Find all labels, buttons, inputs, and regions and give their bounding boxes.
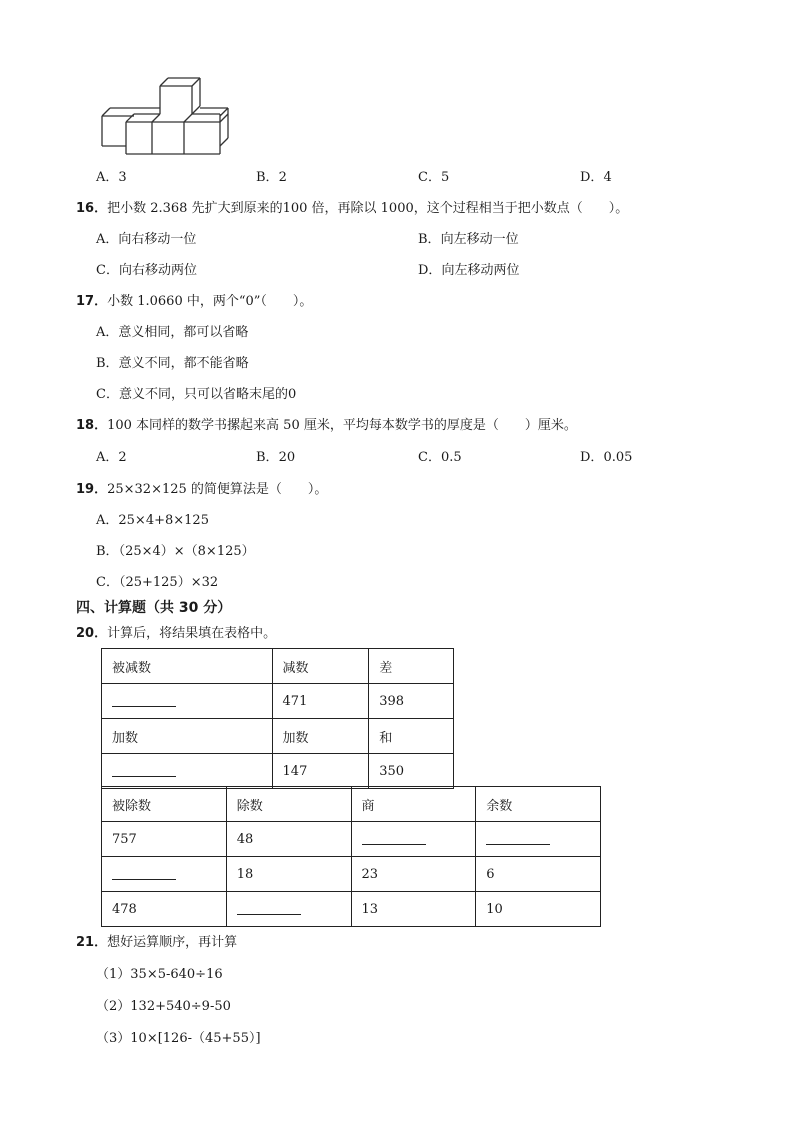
- q18-option-c[interactable]: C．0.5: [418, 450, 462, 465]
- table-row: [102, 787, 601, 822]
- table-row: [102, 857, 601, 892]
- q18-option-d[interactable]: D．0.05: [580, 450, 633, 465]
- cube-figure: [96, 74, 236, 158]
- q16-option-c[interactable]: C．向右移动两位: [96, 263, 197, 278]
- table-cell: 23: [351, 857, 476, 892]
- answer-blank[interactable]: [112, 869, 176, 880]
- answer-blank[interactable]: [486, 834, 550, 845]
- question-number: 19．: [76, 482, 108, 497]
- table-cell: 加数: [272, 719, 369, 754]
- table-cell: 加数: [102, 719, 273, 754]
- q15-option-c[interactable]: C．5: [418, 170, 450, 185]
- q17-option-a[interactable]: A．意义相同，都可以省略: [96, 325, 249, 340]
- question-21: [76, 931, 237, 950]
- answer-blank[interactable]: [112, 766, 176, 777]
- table-cell: 减数: [272, 649, 369, 684]
- question-number: 16．: [76, 201, 108, 216]
- table-cell: 差: [369, 649, 454, 684]
- q15-option-d[interactable]: D．4: [580, 170, 612, 185]
- table-cell: 398: [369, 684, 454, 719]
- q16-option-b[interactable]: B．向左移动一位: [418, 232, 519, 247]
- q15-option-a[interactable]: A．3: [96, 170, 127, 185]
- answer-blank-cell[interactable]: [226, 892, 351, 927]
- answer-blank[interactable]: [112, 696, 176, 707]
- question-number: 20．: [76, 626, 108, 641]
- subtraction-addition-table: [101, 648, 454, 789]
- answer-blank-cell[interactable]: [351, 822, 476, 857]
- table-cell: 6: [476, 857, 601, 892]
- q15-option-b[interactable]: B．2: [256, 170, 287, 185]
- cube-top: [160, 78, 200, 114]
- table-cell: 478: [102, 892, 227, 927]
- table-cell: 147: [272, 754, 369, 789]
- table-cell: 48: [226, 822, 351, 857]
- cube-front-row: [126, 106, 228, 154]
- q21-item-2: （2）132+540÷9-50: [96, 999, 231, 1014]
- question-stem: 想好运算顺序，再计算: [107, 935, 238, 950]
- answer-blank[interactable]: [237, 904, 301, 915]
- question-number: 18．: [76, 418, 108, 433]
- answer-blank-cell[interactable]: [102, 684, 273, 719]
- q19-option-c[interactable]: C．（25+125）×32: [96, 575, 219, 590]
- question-stem: 把小数 2.368 先扩大到原来的100 倍，再除以 1000，这个过程相当于把小数点（ ）。: [107, 201, 629, 216]
- answer-blank[interactable]: [362, 834, 426, 845]
- q16-option-d[interactable]: D．向左移动两位: [418, 263, 520, 278]
- section-heading: 四、计算题（共 30 分）: [76, 600, 232, 616]
- table-cell: 除数: [226, 787, 351, 822]
- table-row: [102, 684, 454, 719]
- answer-blank-cell[interactable]: [476, 822, 601, 857]
- q21-item-1: （1）35×5-640÷16: [96, 967, 223, 982]
- question-20: [76, 622, 276, 641]
- table-cell: 商: [351, 787, 476, 822]
- table-cell: 和: [369, 719, 454, 754]
- division-table: [101, 786, 601, 927]
- q18-option-a[interactable]: A．2: [96, 450, 127, 465]
- q17-option-b[interactable]: B．意义不同，都不能省略: [96, 356, 249, 371]
- answer-blank-cell[interactable]: [102, 857, 227, 892]
- table-cell: 被除数: [102, 787, 227, 822]
- table-cell: 余数: [476, 787, 601, 822]
- question-number: 17．: [76, 294, 108, 309]
- table-cell: 18: [226, 857, 351, 892]
- question-18: [76, 414, 577, 433]
- table-cell: 757: [102, 822, 227, 857]
- q17-option-c[interactable]: C．意义不同，只可以省略末尾的0: [96, 387, 297, 402]
- table-cell: 10: [476, 892, 601, 927]
- answer-blank-cell[interactable]: [102, 754, 273, 789]
- table-row: [102, 754, 454, 789]
- table-row: [102, 892, 601, 927]
- table-cell: 13: [351, 892, 476, 927]
- question-stem: 25×32×125 的简便算法是（ ）。: [107, 482, 328, 497]
- table-cell: 350: [369, 754, 454, 789]
- q21-item-3: （3）10×[126-（45+55）]: [96, 1031, 261, 1046]
- question-17: [76, 290, 312, 309]
- question-stem: 100 本同样的数学书摞起来高 50 厘米，平均每本数学书的厚度是（ ）厘米。: [107, 418, 577, 433]
- table-cell: 被减数: [102, 649, 273, 684]
- question-16: [76, 197, 628, 216]
- table-cell: 471: [272, 684, 369, 719]
- q16-option-a[interactable]: A．向右移动一位: [96, 232, 197, 247]
- q19-option-a[interactable]: A．25×4+8×125: [96, 513, 209, 528]
- table-row: [102, 719, 454, 754]
- table-row: [102, 649, 454, 684]
- table-row: [102, 822, 601, 857]
- question-stem: 小数 1.0660 中，两个“0”（ ）。: [107, 294, 313, 309]
- question-number: 21．: [76, 935, 108, 950]
- q18-option-b[interactable]: B．20: [256, 450, 296, 465]
- question-stem: 计算后，将结果填在表格中。: [107, 626, 277, 641]
- q19-option-b[interactable]: B．（25×4）×（8×125）: [96, 544, 255, 559]
- question-19: [76, 478, 327, 497]
